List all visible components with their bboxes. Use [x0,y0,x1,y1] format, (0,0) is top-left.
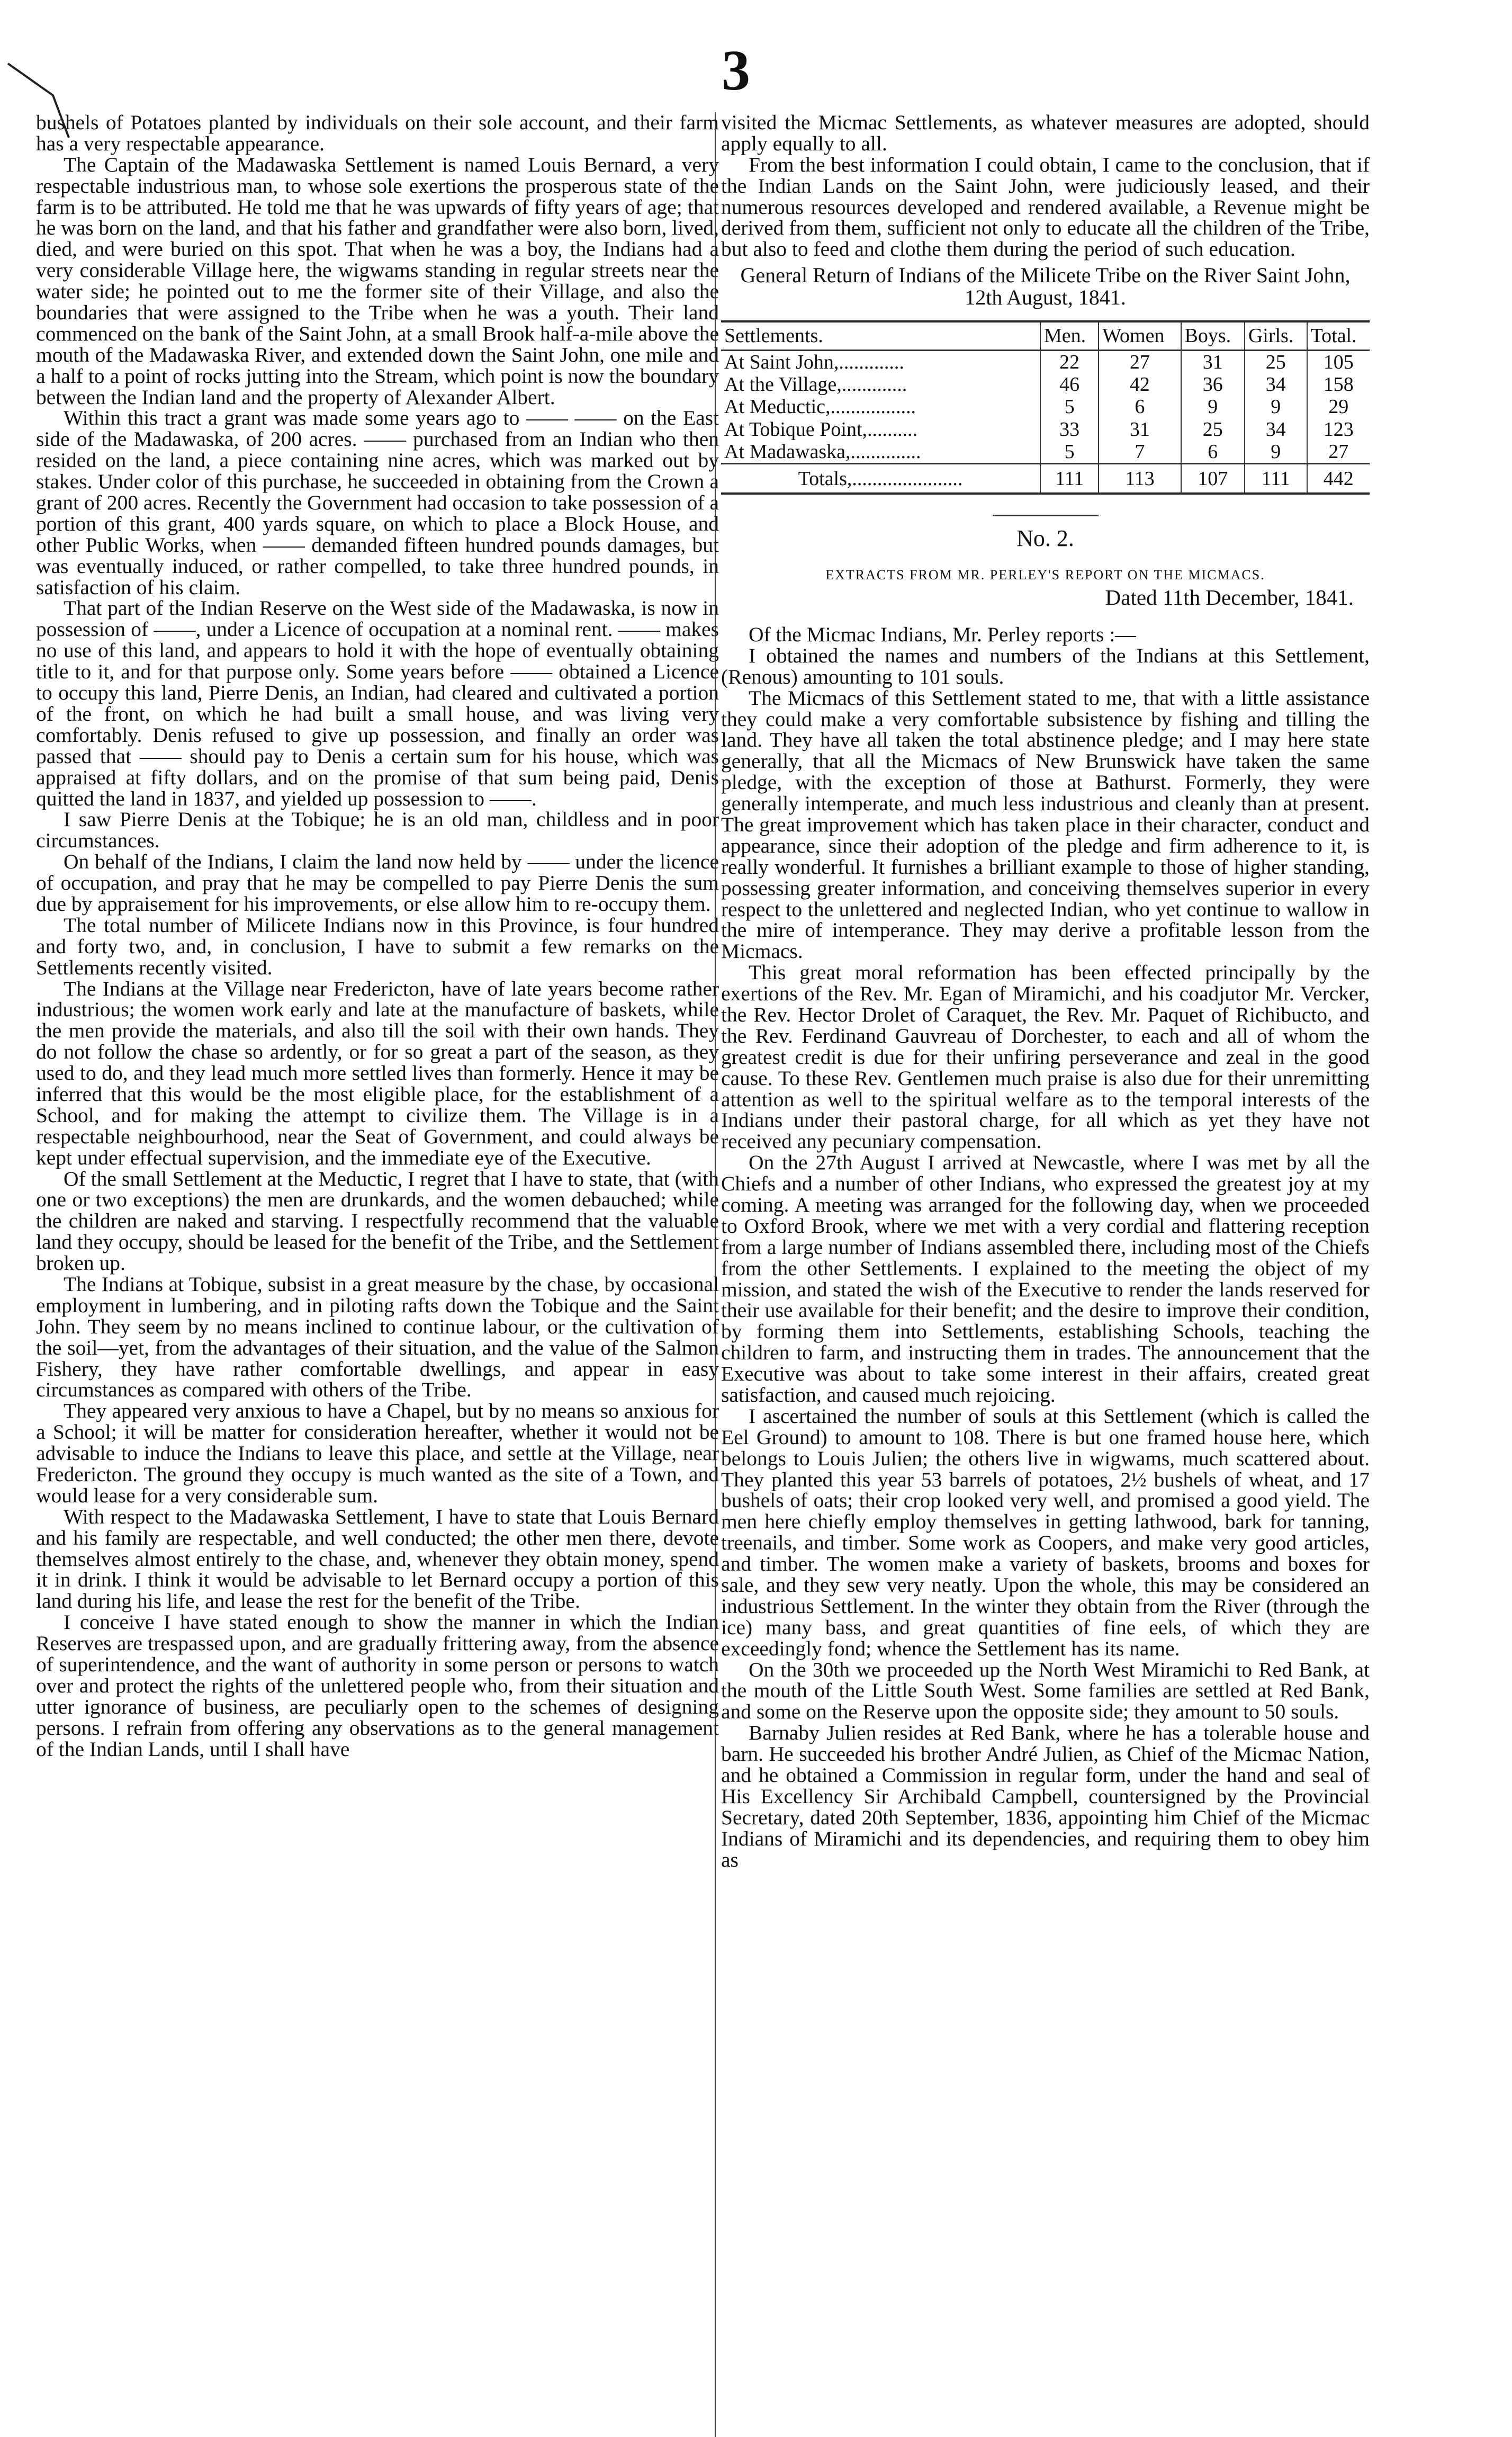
paragraph: On the 27th August I arrived at Newcastle, where I was met by all the Chiefs and a number of other Indians, who expressed the greatest joy at my coming. A meeting was arranged for the following day, when we proceeded to Oxford Brook, where we met with a very cordial and flattering reception from a large number of Indians assembled there, including most of the Chiefs from the other Settlements. I explained to the meeting the object of my mission, and stated the wish of the Executive to render the lands reserved for their use available for their benefit; and the desire to improve their condition, by forming them into Settlements, establishing Schools, teaching the children to farm, and instructing them in trades. The announcement that the Executive was about to take some interest in their affairs, created great satisfaction, and caused much rejoicing. [721,1151,1370,1407]
table-totals-row [721,464,1370,494]
table-header: Girls. [1245,321,1307,350]
table-cell: At Meductic,................. [724,396,916,418]
paragraph: I conceive I have stated enough to show the manner in which the Indian Reserves are trespassed upon, and are gradually frittering away, from the absence of superintendence, and the want of authority in some person or persons to watch over and protect the rights of the unlettered people who, from their situation and utter ignorance of business, are peculiarly open to the schemes of designing persons. I refrain from offering any observations as to the general management of the Indian Lands, until I shall have [36,1610,719,1761]
table-cell: 22 [1040,350,1099,373]
table-header: Men. [1040,321,1099,350]
table-cell: 123 [1307,418,1370,441]
paragraph: I obtained the names and numbers of the Indians at this Settlement, (Renous) amounting to 101 souls. [721,643,1370,688]
table-cell: At Saint John,............. [724,351,904,373]
table-header-row [721,321,1370,350]
paragraph: The Indians at the Village near Fredericton, have of late years become rather industrious; the women work early and late at the manufacture of baskets, while the men provide the materials, and also till the soil with their own hands. They do not follow the chase so ardently, or for so great a part of the season, as they used to do, and they lead much more settled lives than formerly. Hence it may be inferred that this would be the most eligible place, for the establishment of a School, and for making the attempt to civilize them. The Village is in a respectable neighbourhood, near the Seat of Government, and could always be kept under effectual supervision, and the immediate eye of the Executive. [36,976,719,1169]
table-cell: 9 [1181,396,1245,418]
table-cell: Totals,...................... [721,464,1040,494]
table-cell: At Madawaska,.............. [724,441,921,463]
paragraph: From the best information I could obtain, I came to the conclusion, that if the Indian Lands on the Saint John, were judiciously leased, and their numerous resources developed and rendered available, a Revenue might be derived from them, sufficient not only to educate all the children of the Tribe, but also to feed and clothe them during the period of such education. [721,153,1370,261]
section-date: Dated 11th December, 1841. [1105,585,1354,610]
table-cell: 105 [1307,350,1370,373]
paragraph: The total number of Milicete Indians now in this Province, is four hundred and forty two, and, in conclusion, I have to submit a few remarks on the Settlements recently visited. [36,913,719,979]
right-column-top [721,112,1370,1871]
paragraph: Barnaby Julien resides at Red Bank, where he has a tolerable house and barn. He succeeded his brother André Julien, as Chief of the Micmac Nation, and he obtained a Commission in regular form, under the hand and seal of His Excellency Sir Archibald Campbell, countersigned by the Provincial Secretary, dated 20th September, 1836, appointing him Chief of the Micmac Indians of Miramichi and its dependencies, and requiring them to obey him as [721,1721,1370,1871]
table-cell: 29 [1307,396,1370,418]
table-row [721,396,1370,418]
paragraph: That part of the Indian Reserve on the West side of the Madawaska, is now in possession of ——, under a Licence of occupation at a nominal rent. —— makes no use of this land, and appears to hold it with the hope of eventually obtaining title to it, and for that purpose only. Some years before —— obtained a Licence to occupy this land, Pierre Denis, an Indian, had cleared and cultivated a portion of the front, on which he had built a small house, and was living very comfortably. Denis refused to give up possession, and finally an order was passed that —— should pay to Denis a certain sum for his house, which was appraised at fifty dollars, and on the promise of that sum being paid, Denis quitted the land in 1837, and yielded up possession to ——. [36,596,719,810]
table-cell: 46 [1040,373,1099,396]
table-cell: 42 [1099,373,1181,396]
paragraph: Of the Micmac Indians, Mr. Perley reports :— [749,622,1136,646]
paragraph: On behalf of the Indians, I claim the land now held by —— under the licence of occupation, and pray that he may be compelled to pay Pierre Denis the sum due by appraisement for his improvements, or else allow him to re-occupy them. [36,850,719,916]
table-cell: 9 [1245,396,1307,418]
table-cell: 27 [1099,350,1181,373]
paragraph: visited the Micmac Settlements, as whatever measures are adopted, should apply equally to all. [721,111,1370,155]
table-cell: 5 [1040,396,1099,418]
paragraph: The Micmacs of this Settlement stated to me, that with a little assistance they could make a very comfortable subsistence by fishing and tilling the land. They have all taken the total abstinence pledge; and I may here state generally, that all the Micmacs of New Brunswick have taken the same pledge, with the exception of those at Bathurst. Formerly, they were generally intemperate, and much less industrious and cleanly than at present. The great improvement which has taken place in their character, conduct and appearance, since their adoption of the pledge and firm adherence to it, is really wonderful. It furnishes a brilliant example to those of higher standing, possessing greater information, and conceiving themselves superior in every respect to the unlettered and neglected Indian, who yet continue to wallow in the mire of intemperance. They may derive a profitable lesson from the Micmacs. [721,686,1370,963]
table-cell: 442 [1307,464,1370,494]
paragraph: The Indians at Tobique, subsist in a great measure by the chase, by occasional employment in lumbering, and in piloting rafts down the Tobique and the Saint John. They seem by no means inclined to continue labour, or the cultivation of the soil—yet, from the advantages of their situation, and the value of the Salmon Fishery, they have rather comfortable dwellings, and appear in easy circumstances as compared with others of the Tribe. [36,1272,719,1402]
table-title: General Return of Indians of the Milicete Tribe on the River Saint John, 12th August, 1841. [740,263,1351,310]
table-header: Boys. [1181,321,1245,350]
table-header: Settlements. [721,321,1040,350]
table-cell: 34 [1245,373,1307,396]
table-cell: 6 [1181,441,1245,464]
table-cell: At the Village,............. [724,373,907,396]
page-number: 3 [722,39,750,102]
left-column [36,112,719,1760]
table-cell: 31 [1181,350,1245,373]
table-cell: 7 [1099,441,1181,464]
table-cell: 111 [1245,464,1307,494]
table-cell: 34 [1245,418,1307,441]
table-cell: 25 [1245,350,1307,373]
table-row [721,418,1370,441]
paragraph: I saw Pierre Denis at the Tobique; he is an old man, childless and in poor circumstances. [36,808,719,853]
table-cell: 5 [1040,441,1099,464]
table-cell: 107 [1181,464,1245,494]
table-cell: 33 [1040,418,1099,441]
section-number: No. 2. [1016,525,1074,551]
table-cell: 111 [1040,464,1099,494]
paragraph: With respect to the Madawaska Settlement, I have to state that Louis Bernard and his family are respectable, and well conducted; the other men there, devote themselves almost entirely to the chase, and, whenever they obtain money, spend it in drink. I think it would be advisable to let Bernard occupy a portion of this land during his life, and lease the rest for the benefit of the Tribe. [36,1504,719,1613]
paragraph: bushels of Potatoes planted by individuals on their sole account, and their farm has a very respectable appearance. [36,111,719,155]
paragraph: This great moral reformation has been effected principally by the exertions of the Rev. Mr. Egan of Miramichi, and his coadjutor Mr. Vercker, the Rev. Hector Drolet of Caraquet, the Rev. Mr. Paquet of Richibucto, and the Rev. Ferdinand Gauvreau of Dorchester, to each and all of whom the greatest credit is due for their unfiring perseverance and zeal in the good cause. To these Rev. Gentlemen much praise is also due for their unremitting attention as well to the spiritual welfare as to the temporal interests of the Indians under their pastoral charge, for all which as yet they have not received any pecuniary compensation. [721,961,1370,1153]
table-cell: 36 [1181,373,1245,396]
section-heading: EXTRACTS FROM MR. PERLEY'S REPORT ON THE MICMACS. [825,567,1265,583]
indian-return-table [721,320,1370,495]
table-cell: 158 [1307,373,1370,396]
table-cell: 25 [1181,418,1245,441]
table-cell: 113 [1099,464,1181,494]
table-row [721,441,1370,464]
table-cell: 27 [1307,441,1370,464]
table-cell: 31 [1099,418,1181,441]
table-cell: 9 [1245,441,1307,464]
paragraph: They appeared very anxious to have a Chapel, but by no means so anxious for a School; it will be matter for consideration hereafter, whether it would not be advisable to induce the Indians to leave this place, and settle at the Village, near Fredericton. The ground they occupy is much wanted as the site of a Town, and would lease for a very considerable sum. [36,1399,719,1507]
paragraph: I ascertained the number of souls at this Settlement (which is called the Eel Ground) to amount to 108. There is but one framed house here, which belongs to Louis Julien; the others live in wigwams, much scattered about. They planted this year 53 barrels of potatoes, 2½ bushels of wheat, and 17 bushels of oats; their crop looked very well, and promised a good yield. The men here chiefly employ themselves in getting lathwood, bark for tanning, treenails, and timber. Some work as Coopers, and make very good articles, and timber. The women make a variety of baskets, brooms and boxes for sale, and they sew very neatly. Upon the whole, this may be considered an industrious Settlement. In the winter they obtain from the River (through the ice) many bass, and great quantities of fine eels, of which they are exceedingly fond; whence the Settlement has its name. [721,1404,1370,1660]
paragraph: The Captain of the Madawaska Settlement is named Louis Bernard, a very respectable industrious man, to whose sole exertions the prosperous state of the farm is to be attributed. He told me that he was upwards of fifty years of age; that he was born on the land, and that his father and grandfather were also born, lived, died, and were buried on this spot. That when he was a boy, the Indians had a very considerable Village here, the wigwams standing in regular streets near the water side; he pointed out to me the former site of their Village, and also the boundaries that were assigned to the Tribe when he was a youth. Their land commenced on the bank of the Saint John, at a small Brook half-a-mile above the mouth of the Madawaska River, and extended down the Saint John, one mile and a half to a point of rocks jutting into the Stream, which point is now the boundary between the Indian land and the property of Alexander Albert. [36,153,719,409]
paragraph: Of the small Settlement at the Meductic, I regret that I have to state, that (with one or two exceptions) the men are drunkards, and the women debauched; while the children are naked and starving. I respectfully recommend that the valuable land they occupy, should be leased for the benefit of the Tribe, and the Settlement broken up. [36,1167,719,1275]
table-header: Total. [1307,321,1370,350]
paragraph: Within this tract a grant was made some years ago to —— —— on the East side of the Madawaska, of 200 acres. —— purchased from an Indian who then resided on the land, a piece containing nine acres, which was marked out by stakes. Under color of this purchase, he succeeded in obtaining from the Crown a grant of 200 acres. Recently the Government had occasion to take possession of a portion of this grant, 400 yards square, on which to place a Block House, and other Public Works, when —— demanded fifteen hundred pounds damages, but was eventually induced, or rather compelled, to take three hundred pounds, in satisfaction of his claim. [36,406,719,599]
table-cell: At Tobique Point,.......... [724,418,918,441]
table-row [721,373,1370,396]
paragraph: On the 30th we proceeded up the North West Miramichi to Red Bank, at the mouth of the Little South West. Some families are settled at Red Bank, and some on the Reserve upon the opposite side; they amount to 50 souls. [721,1657,1370,1724]
section-divider [993,515,1099,516]
table-row [721,350,1370,373]
table-cell: 6 [1099,396,1181,418]
table-header: Women [1099,321,1181,350]
